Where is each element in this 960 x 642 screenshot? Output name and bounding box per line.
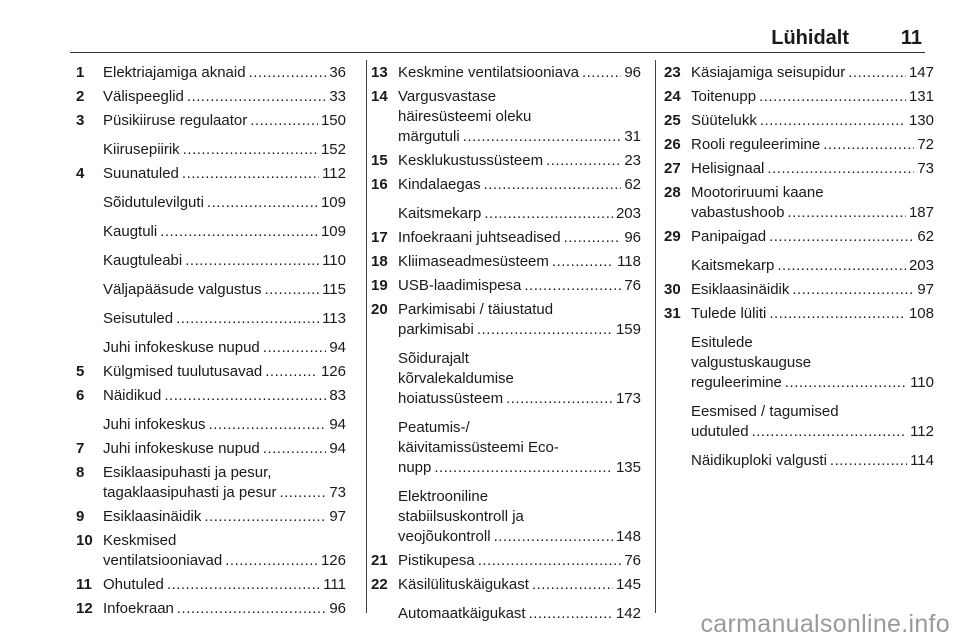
page-reference: 94 [329, 339, 346, 356]
dot-leader [524, 276, 621, 296]
index-entry [371, 204, 641, 224]
entry-title: Automaatkäigukast [398, 605, 526, 622]
entry-title: parkimisabi [398, 321, 474, 338]
page-reference: 94 [329, 440, 346, 457]
entry-title: vabastushoob [691, 204, 785, 221]
index-entry [664, 111, 934, 131]
entry-number: 17 [371, 229, 388, 246]
entry-number: 2 [76, 88, 85, 105]
entry-title: valgustuskauguse [691, 354, 812, 371]
page-reference: 108 [908, 305, 934, 322]
page-number: 11 [900, 27, 922, 49]
dot-leader [582, 63, 621, 83]
page-reference: 159 [615, 321, 641, 338]
dot-leader [477, 320, 613, 340]
dot-leader [777, 256, 906, 276]
dot-leader [265, 362, 318, 382]
index-entry [76, 531, 346, 571]
page-reference: 23 [624, 152, 641, 169]
page-reference: 97 [329, 508, 346, 525]
index-entry [76, 87, 346, 107]
entry-title: Kiirusepiirik [103, 141, 180, 158]
index-entry [371, 604, 641, 624]
entry-title: Panipaigad [691, 228, 767, 245]
entry-title: Käsiajamiga seisupidur [691, 64, 846, 81]
entry-title: Käsilülituskäigukast [398, 576, 529, 593]
entry-number: 6 [76, 387, 85, 404]
page-reference: 142 [615, 605, 641, 622]
dot-leader [209, 415, 327, 435]
entry-number: 19 [371, 277, 388, 294]
entry-number: 31 [664, 305, 681, 322]
page-reference: 126 [320, 552, 346, 569]
dot-leader [250, 111, 318, 131]
entry-title: Mootoriruumi kaane [691, 184, 824, 201]
entry-title: reguleerimine [691, 374, 782, 391]
entry-number: 10 [76, 532, 93, 549]
dot-leader [484, 175, 622, 195]
page-header [70, 27, 925, 53]
page-reference: 97 [917, 281, 934, 298]
dot-leader [264, 280, 319, 300]
page-reference: 152 [320, 141, 346, 158]
page-reference: 203 [615, 205, 641, 222]
index-entry [664, 87, 934, 107]
index-entry [371, 151, 641, 171]
page-reference: 96 [329, 600, 346, 617]
page-reference: 33 [329, 88, 346, 105]
entry-title: tagaklaasipuhasti ja pesur [103, 484, 277, 501]
entry-title: Suunatuled [103, 165, 179, 182]
page-reference: 135 [615, 459, 641, 476]
dot-leader [830, 451, 907, 471]
index-entry [76, 338, 346, 358]
index-column-3 [664, 63, 934, 475]
dot-leader [785, 373, 907, 393]
entry-title: Toitenupp [691, 88, 757, 105]
entry-title: nupp [398, 459, 432, 476]
page-reference: 118 [617, 253, 641, 270]
dot-leader [478, 551, 622, 571]
entry-number: 5 [76, 363, 85, 380]
index-entry [371, 349, 641, 409]
page-reference: 72 [917, 136, 934, 153]
entry-number: 16 [371, 176, 388, 193]
dot-leader [564, 228, 622, 248]
entry-title: Välispeeglid [103, 88, 184, 105]
index-entry [76, 251, 346, 271]
page-reference: 96 [624, 229, 641, 246]
index-entry [371, 252, 641, 272]
index-entry [371, 175, 641, 195]
page-reference: 62 [917, 228, 934, 245]
index-entry [664, 402, 934, 442]
page-reference: 36 [329, 64, 346, 81]
dot-leader [823, 135, 914, 155]
entry-title: Sõidurajalt [398, 350, 469, 367]
entry-title: hoiatussüsteem [398, 390, 504, 407]
dot-leader [263, 439, 327, 459]
entry-number: 4 [76, 165, 85, 182]
entry-title: kõrvalekaldumise [398, 370, 514, 387]
entry-title: stabiilsuskontroll ja [398, 508, 524, 525]
entry-title: Kaitsmekarp [691, 257, 775, 274]
page-reference: 203 [908, 257, 934, 274]
dot-leader [164, 386, 326, 406]
page-reference: 131 [908, 88, 934, 105]
page-reference: 94 [329, 416, 346, 433]
dot-leader [552, 252, 614, 272]
header-rule [70, 52, 925, 53]
entry-title: Keskmine ventilatsiooniava [398, 64, 579, 81]
entry-number: 14 [371, 88, 388, 105]
index-entry [664, 451, 934, 471]
entry-title: Rooli reguleerimine [691, 136, 821, 153]
entry-title: Elektrooniline [398, 488, 489, 505]
index-entry [76, 309, 346, 329]
entry-title: Esiklaasipuhasti ja pesur, [103, 464, 272, 481]
dot-leader [787, 203, 906, 223]
entry-title: Peatumis-/ [398, 419, 470, 436]
dot-leader [767, 159, 914, 179]
dot-leader [506, 389, 613, 409]
entry-title: Vargusvastase [398, 88, 497, 105]
dot-leader [760, 111, 906, 131]
dot-leader [187, 87, 326, 107]
entry-number: 12 [76, 600, 93, 617]
dot-leader [484, 204, 613, 224]
index-entry [664, 135, 934, 155]
dot-leader [204, 507, 326, 527]
entry-title: Eesmised / tagumised [691, 403, 839, 420]
entry-number: 13 [371, 64, 388, 81]
index-entry [76, 63, 346, 83]
entry-title: Infoekraan [103, 600, 174, 617]
dot-leader [183, 140, 318, 160]
dot-leader [532, 575, 613, 595]
dot-leader [182, 164, 319, 184]
index-entry [664, 304, 934, 324]
page-reference: 73 [329, 484, 346, 501]
entry-title: Kaitsmekarp [398, 205, 482, 222]
index-entry [371, 87, 641, 147]
entry-title: Kliimaseadmesüsteem [398, 253, 549, 270]
page-reference: 112 [322, 165, 346, 182]
page-reference: 187 [908, 204, 934, 221]
entry-title: Kesklukustussüsteem [398, 152, 544, 169]
page-reference: 112 [910, 423, 934, 440]
entry-title: Infoekraani juhtseadised [398, 229, 561, 246]
index-entry [371, 551, 641, 571]
entry-number: 1 [76, 64, 85, 81]
index-entry [76, 386, 346, 406]
index-entry [76, 280, 346, 300]
page-reference: 96 [624, 64, 641, 81]
entry-title: Juhi infokeskuse nupud [103, 440, 260, 457]
page-reference: 130 [908, 112, 934, 129]
entry-number: 18 [371, 253, 388, 270]
dot-leader [529, 604, 613, 624]
section-title: Lühidalt [771, 27, 849, 49]
index-entry [371, 300, 641, 340]
entry-title: ventilatsiooniavad [103, 552, 223, 569]
entry-title: Juhi infokeskus [103, 416, 206, 433]
entry-number: 15 [371, 152, 388, 169]
index-entry [76, 193, 346, 213]
entry-title: Esitulede [691, 334, 753, 351]
column-divider [366, 60, 367, 613]
entry-title: USB-laadimispesa [398, 277, 522, 294]
index-entry [76, 362, 346, 382]
index-entry [664, 256, 934, 276]
entry-title: Parkimisabi / täiustatud [398, 301, 554, 318]
entry-title: Näidikud [103, 387, 162, 404]
dot-leader [759, 87, 906, 107]
page-reference: 76 [624, 552, 641, 569]
column-divider [655, 60, 656, 613]
index-entry [76, 599, 346, 619]
entry-number: 9 [76, 508, 85, 525]
index-entry [76, 140, 346, 160]
index-entry [371, 63, 641, 83]
index-entry [664, 183, 934, 223]
entry-number: 29 [664, 228, 681, 245]
index-column-1 [76, 63, 346, 623]
index-entry [664, 159, 934, 179]
entry-title: Esiklaasinäidik [691, 281, 790, 298]
page-reference: 76 [624, 277, 641, 294]
entry-title: häiresüsteemi oleku [398, 108, 532, 125]
page-reference: 114 [910, 452, 934, 469]
entry-number: 24 [664, 88, 681, 105]
entry-title: Seisutuled [103, 310, 174, 327]
dot-leader [434, 458, 613, 478]
page-reference: 147 [908, 64, 934, 81]
page-reference: 126 [320, 363, 346, 380]
dot-leader [176, 309, 319, 329]
index-entry [76, 164, 346, 184]
entry-title: Juhi infokeskuse nupud [103, 339, 260, 356]
entry-title: Kindalaegas [398, 176, 481, 193]
entry-title: Ohutuled [103, 576, 164, 593]
dot-leader [752, 422, 908, 442]
entry-title: Tulede lüliti [691, 305, 767, 322]
entry-number: 23 [664, 64, 681, 81]
dot-leader [167, 575, 320, 595]
dot-leader [463, 127, 622, 147]
entry-title: Elektriajamiga aknaid [103, 64, 246, 81]
index-entry [371, 487, 641, 547]
entry-number: 22 [371, 576, 388, 593]
entry-number: 3 [76, 112, 85, 129]
index-entry [76, 439, 346, 459]
entry-title: Kaugtuleabi [103, 252, 183, 269]
entry-number: 28 [664, 184, 681, 201]
entry-title: Kaugtuli [103, 223, 158, 240]
index-entry [76, 507, 346, 527]
index-entry [664, 227, 934, 247]
entry-number: 8 [76, 464, 85, 481]
entry-title: Pistikupesa [398, 552, 475, 569]
dot-leader [279, 483, 326, 503]
dot-leader [769, 227, 914, 247]
dot-leader [792, 280, 914, 300]
page-reference: 83 [329, 387, 346, 404]
dot-leader [177, 599, 326, 619]
entry-title: Väljapääsude valgustus [103, 281, 262, 298]
entry-number: 26 [664, 136, 681, 153]
dot-leader [160, 222, 318, 242]
dot-leader [249, 63, 327, 83]
index-column-2 [371, 63, 641, 628]
index-entry [371, 228, 641, 248]
page-reference: 109 [320, 194, 346, 211]
index-entry [76, 415, 346, 435]
page-reference: 110 [322, 252, 346, 269]
entry-number: 25 [664, 112, 681, 129]
entry-number: 30 [664, 281, 681, 298]
dot-leader [225, 551, 318, 571]
index-entry [371, 418, 641, 478]
entry-title: Sõidutulevilguti [103, 194, 204, 211]
dot-leader [769, 304, 906, 324]
index-entry [76, 222, 346, 242]
page-reference: 110 [910, 374, 934, 391]
entry-number: 7 [76, 440, 85, 457]
entry-title: Helisignaal [691, 160, 765, 177]
index-entry [371, 575, 641, 595]
index-entry [664, 280, 934, 300]
page-reference: 173 [615, 390, 641, 407]
page-reference: 31 [624, 128, 641, 145]
index-entry [664, 63, 934, 83]
page-reference: 148 [615, 528, 641, 545]
entry-title: käivitamissüsteemi Eco- [398, 439, 559, 456]
index-entry [76, 111, 346, 131]
page-reference: 145 [615, 576, 641, 593]
entry-title: Keskmised [103, 532, 177, 549]
page-reference: 150 [320, 112, 346, 129]
dot-leader [494, 527, 613, 547]
dot-leader [185, 251, 319, 271]
entry-title: Näidikuploki valgusti [691, 452, 827, 469]
index-entry [664, 333, 934, 393]
dot-leader [263, 338, 327, 358]
entry-title: Püsikiiruse regulaator [103, 112, 248, 129]
page-reference: 115 [322, 281, 346, 298]
entry-title: Esiklaasinäidik [103, 508, 202, 525]
entry-title: Süütelukk [691, 112, 757, 129]
dot-leader [546, 151, 621, 171]
entry-title: veojõukontroll [398, 528, 491, 545]
entry-number: 11 [76, 576, 92, 593]
index-entry [371, 276, 641, 296]
entry-number: 20 [371, 301, 388, 318]
watermark: carmanualsonline.info [700, 610, 950, 638]
entry-number: 21 [371, 552, 388, 569]
dot-leader [848, 63, 906, 83]
page-reference: 113 [322, 310, 346, 327]
entry-title: märgutuli [398, 128, 460, 145]
page-reference: 62 [624, 176, 641, 193]
page-reference: 109 [320, 223, 346, 240]
entry-number: 27 [664, 160, 681, 177]
page-reference: 73 [917, 160, 934, 177]
page-reference: 111 [323, 576, 346, 593]
index-entry [76, 575, 346, 595]
entry-title: udutuled [691, 423, 749, 440]
entry-title: Külgmised tuulutusavad [103, 363, 263, 380]
dot-leader [207, 193, 318, 213]
index-entry [76, 463, 346, 503]
